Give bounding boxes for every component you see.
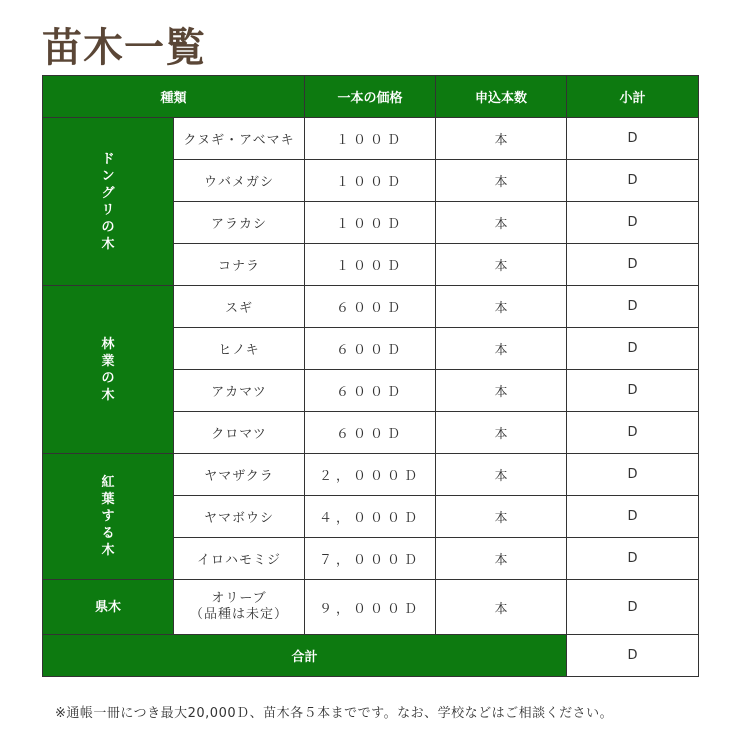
category-prefectural-tree: 県木	[43, 580, 174, 635]
subtotal-field: D	[567, 244, 699, 286]
item-name: アラカシ	[174, 202, 305, 244]
item-name: ウバメガシ	[174, 160, 305, 202]
subtotal-field: D	[567, 454, 699, 496]
quantity-field[interactable]: 本	[436, 538, 567, 580]
item-name: クヌギ・アベマキ	[174, 118, 305, 160]
item-name-main: オリーブ	[211, 591, 267, 606]
quantity-field[interactable]: 本	[436, 286, 567, 328]
table-row	[43, 118, 699, 160]
subtotal-field: D	[567, 370, 699, 412]
header-quantity: 申込本数	[436, 76, 567, 118]
header-type: 種類	[43, 76, 305, 118]
total-row	[43, 635, 699, 677]
item-price: ４，０００Ｄ	[305, 496, 436, 538]
item-price: ６００Ｄ	[305, 370, 436, 412]
seedling-table	[42, 75, 699, 677]
item-name: イロハモミジ	[174, 538, 305, 580]
table-row	[43, 286, 699, 328]
quantity-field[interactable]: 本	[436, 454, 567, 496]
item-name	[174, 580, 305, 635]
quantity-field[interactable]: 本	[436, 160, 567, 202]
item-price: ６００Ｄ	[305, 286, 436, 328]
item-price: ６００Ｄ	[305, 328, 436, 370]
subtotal-field: D	[567, 412, 699, 454]
category-autumn-leaf-trees: 紅葉する木	[43, 454, 174, 580]
item-name: スギ	[174, 286, 305, 328]
item-price: ７，０００Ｄ	[305, 538, 436, 580]
item-name: ヤマザクラ	[174, 454, 305, 496]
footnote: ※通帳一冊につき最大20,000Ｄ、苗木各５本までです。なお、学校などはご相談ください。	[55, 706, 614, 721]
item-name: アカマツ	[174, 370, 305, 412]
table-header-row	[43, 76, 699, 118]
table-row	[43, 580, 699, 635]
category-acorn-trees: ドングリの木	[43, 118, 174, 286]
quantity-field[interactable]: 本	[436, 496, 567, 538]
item-price: ６００Ｄ	[305, 412, 436, 454]
subtotal-field: D	[567, 286, 699, 328]
item-price: １００Ｄ	[305, 244, 436, 286]
item-price: １００Ｄ	[305, 118, 436, 160]
total-field: D	[567, 635, 699, 677]
header-subtotal: 小計	[567, 76, 699, 118]
quantity-field[interactable]: 本	[436, 370, 567, 412]
quantity-field[interactable]: 本	[436, 118, 567, 160]
subtotal-field: D	[567, 496, 699, 538]
item-name: コナラ	[174, 244, 305, 286]
quantity-field[interactable]: 本	[436, 244, 567, 286]
subtotal-field: D	[567, 202, 699, 244]
item-name: クロマツ	[174, 412, 305, 454]
subtotal-field: D	[567, 580, 699, 635]
quantity-field[interactable]: 本	[436, 412, 567, 454]
item-name-note: （品種は未定）	[190, 607, 289, 622]
item-price: ２，０００Ｄ	[305, 454, 436, 496]
header-price: 一本の価格	[305, 76, 436, 118]
item-name: ヤマボウシ	[174, 496, 305, 538]
quantity-field[interactable]: 本	[436, 202, 567, 244]
quantity-field[interactable]: 本	[436, 328, 567, 370]
item-name: ヒノキ	[174, 328, 305, 370]
table-row	[43, 454, 699, 496]
item-price: １００Ｄ	[305, 160, 436, 202]
subtotal-field: D	[567, 538, 699, 580]
category-forestry-trees: 林業の木	[43, 286, 174, 454]
subtotal-field: D	[567, 118, 699, 160]
subtotal-field: D	[567, 328, 699, 370]
quantity-field[interactable]: 本	[436, 580, 567, 635]
item-price: ９，０００Ｄ	[305, 580, 436, 635]
item-price: １００Ｄ	[305, 202, 436, 244]
page-title: 苗木一覧	[42, 25, 206, 71]
total-label: 合計	[43, 635, 567, 677]
subtotal-field: D	[567, 160, 699, 202]
